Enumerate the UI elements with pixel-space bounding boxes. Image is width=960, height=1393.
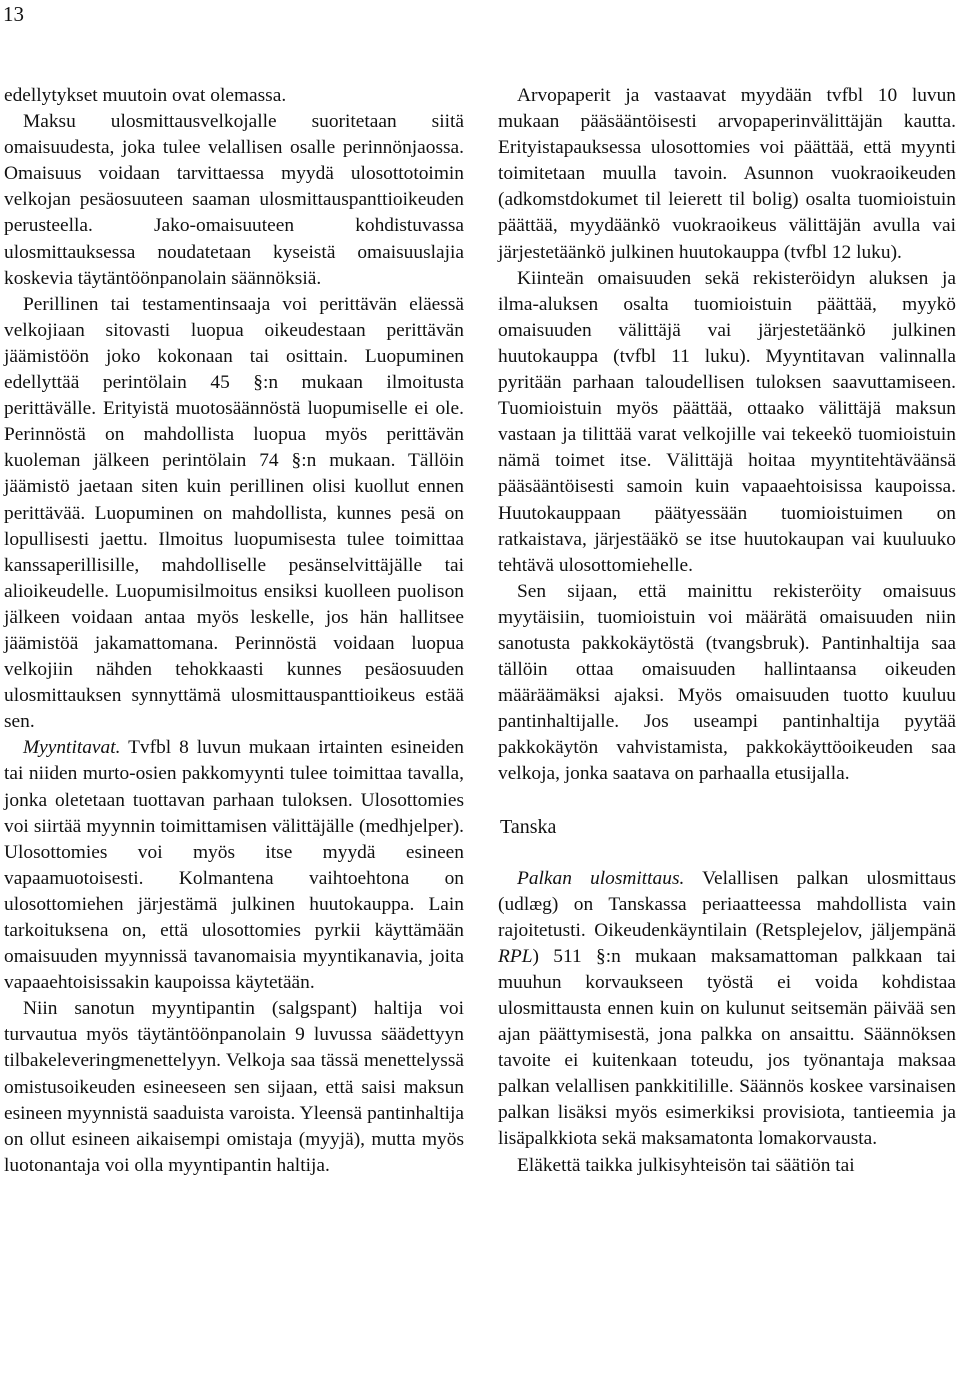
paragraph	[498, 866, 956, 1153]
left-column	[4, 83, 464, 1179]
paragraph: Maksu ulosmittausvelkojalle suoritetaan siitä omaisuudesta, joka tulee velallisen osalle perinnönjaossa. Omaisuus voidaan tarvittaessa myydä ulosottotoimin velkojan pesäosuuteen saaman ulosmittauspanttioikeuden perusteella. Jako-omaisuuteen kohdistuvassa ulosmittauksessa noudatetaan kyseistä omaisuuslajia koskevia täytäntöönpanolain säännöksiä.	[4, 111, 464, 289]
run-in-heading: Palkan ulosmittaus.	[517, 867, 685, 889]
run-in-heading: Myyntitavat.	[23, 737, 121, 759]
paragraph-text: Tvfbl 8 luvun mukaan irtainten esineiden tai niiden murto-osien pakkomyynti tulee toimittaa tavalla, jonka oletetaan tuottavan parhaan tuloksen. Ulosottomies voi siirtää myynnin toimittamisen välittäjälle (medhjelper). Ulosottomies voi myös itse myydä esineen vapaamuotoisesti. Kolmantena vaihtoehtona on ulosottomiehen järjestämä julkinen huutokauppa. Lain tarkoituksena on, että ulosottomies pyrkii käyttämään omaisuuden myynnissä tavanomaisia myyntikanavia, joita vapaaehtoisissakin kaupoissa käytetään.	[4, 737, 464, 994]
paragraph: Perillinen tai testamentinsaaja voi perittävän eläessä velkojiaan sitovasti luopua oikeudestaan perittävän jäämistöön joko kokonaan tai osittain. Luopuminen edellyttää perintölain 45 §:n mukaan ilmoitusta perittävälle. Erityistä muotosäännöstä luopumiselle ei ole. Perinnöstä on mahdollista luopua myös perittävän kuoleman jälkeen perintölain 74 §:n mukaan. Tällöin jäämistö jaetaan siten kuin perillinen olisi kuollut ennen perittävää. Luopuminen on mahdollista, kunnes pesä on lopullisesti jaettu. Ilmoitus luopumisesta tulee toimittaa kanssaperillisille, mahdolliselle pesänselvittäjälle tai alioikeudelle. Luopumisilmoitus ensiksi kuolleen puolison jälkeen voidaan antaa myös leskelle, jos hän hallitsee jäämistöä jakamattomana. Perinnöstä voidaan luopua velkojiin nähden tehokkaasti kunnes pesäosuuden ulosmittauksen synnyttämä ulosmittauspanttioikeus estää sen.	[4, 293, 464, 733]
abbreviation: RPL	[498, 945, 533, 967]
paragraph: edellytykset muutoin ovat olemassa.	[4, 85, 287, 106]
section-heading: Tanska	[500, 815, 557, 838]
paragraph: Arvopaperit ja vastaavat myydään tvfbl 10 luvun mukaan pääsääntöisesti arvopaperinvälittäjän kautta. Erityistapauksessa ulosottomies voi päättää, että myynti toimitetaan muulla tavoin. Asunnon vuokraoikeuden (adkomstdokumet til leierett til bolig) osalta tuomioistuin päättää, myydäänkö vuokraoikeus välittäjän avulla vai järjestetäänkö julkinen huutokauppa (tvfbl 12 luku).	[498, 85, 956, 263]
paragraph: Kiinteän omaisuuden sekä rekisteröidyn aluksen ja ilma-aluksen osalta tuomioistuin päättää, myykö omaisuuden välittäjä vai järjestetäänkö julkinen huutokauppa (tvfbl 11 luku). Myyntitavan valinnalla pyritään parhaan taloudellisen tuloksen saavuttamiseen. Tuomioistuin myös päättää, ottaako välittäjä maksun vastaan ja tilittää varat velkojille vai tekeekö tuomioistuin nämä toimet itse. Välittäjä hoitaa myyntitehtäväänsä pääsääntöisesti samoin kuin vapaaehtoisissa kaupoissa. Huutokauppaan päätyessään tuomioistuimen on ratkaistava, järjestääkö se itse huutokaupan vai kuuluuko tehtävä ulosottomiehelle.	[498, 267, 956, 576]
right-column	[498, 83, 956, 1179]
paragraph	[4, 735, 464, 996]
page-number: 13	[3, 2, 24, 26]
paragraph-text: ) 511 §:n mukaan maksamattoman palkkaan tai muuhun korvaukseen työstä ei voida kohdistaa ulosmittausta ennen kuin on kulunut seitsemän päivää sen ajan päättymisestä, jona palkka on ansaittu. Säännöksen tavoite ei kuitenkaan toteudu, jos työnantaja maksaa palkan velallisen pankkitilille. Säännös koskee varsinaisen palkan lisäksi myös esimerkiksi provisiota, tantieemia ja lisäpalkkiota sekä maksamatonta lomakorvausta.	[498, 945, 956, 1150]
paragraph: Sen sijaan, että mainittu rekisteröity omaisuus myytäisiin, tuomioistuin voi määrätä omaisuuden niin sanotusta pakkokäytöstä (tvangsbruk). Pantinhaltija saa tällöin ottaa omaisuuden hallintaansa oikeuden määräämäksi ajaksi. Myös omaisuuden tuotto kuuluu pantinhaltijalle. Jos useampi pantinhaltija pyytää pakkokäytön vahvistamista, pakkokäyttöoikeuden saa velkoja, jonka saatava on parhaalla etusijalla.	[498, 580, 956, 785]
paragraph: Niin sanotun myyntipantin (salgspant) haltija voi turvautua myös täytäntöönpanolain 9 luvussa säädettyyn tilbakeleveringmenettelyyn. Velkoja saa tässä menettelyssä omistusoikeuden esineeseen sen sijaan, että saisi maksun esineen myynnistä saaduista varoista. Yleensä pantinhaltija on ollut esineen aikaisempi omistaja (myyjä), mutta myös luotonantaja voi olla myyntipantin haltija.	[4, 998, 464, 1176]
paragraph: Eläkettä taikka julkisyhteisön tai säätiön tai	[517, 1154, 855, 1176]
paragraph-text: Velallisen palkan ulosmittaus (udlæg) on Tanskassa periaatteessa mahdollista vain rajoitetusti. Oikeudenkäyntilain (Retsplejelov, jäljempänä	[498, 867, 956, 941]
